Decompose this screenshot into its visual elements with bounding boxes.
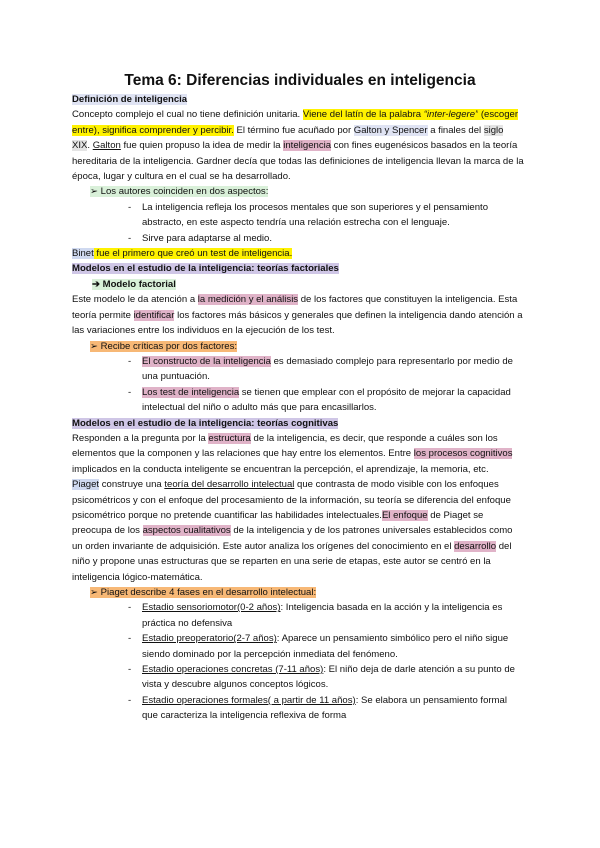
highlight-blue: Piaget (72, 479, 100, 491)
document-body (72, 92, 524, 724)
heading-text: Definición de inteligencia (72, 94, 188, 105)
bullet-piaget-fases (90, 585, 524, 600)
section-heading-definicion (72, 92, 524, 107)
text-span: implicados en la conducta inteligente se encuentran la percepción, el aprendizaje, la memoria, etc. (72, 463, 489, 475)
stage-name: Estadio preoperatorio(2-7 años) (142, 633, 277, 645)
highlight-gray: siglo XIX (72, 124, 504, 152)
dash-marker: - (128, 694, 132, 706)
highlight-yellow: Viene del latín de la palabra (302, 109, 424, 121)
dash-marker: - (128, 664, 132, 676)
text-span: construye una (99, 479, 165, 491)
dash-marker: - (128, 386, 132, 398)
list-item (72, 200, 524, 231)
highlight-yellow: (escoger entre), significa comprender y percibir. (72, 109, 518, 136)
highlight-orange: ➢ Recibe críticas por dos factores: (90, 340, 238, 352)
dash-marker: - (128, 355, 132, 367)
text-span: Este modelo le da atención a (72, 294, 198, 306)
bullet-autores (90, 184, 524, 199)
stage-name: Estadio operaciones formales( a partir de 11 años) (142, 694, 356, 706)
underlined-text: teoría del desarrollo intelectual (164, 479, 295, 491)
highlight-yellow (424, 109, 478, 120)
document-title: Tema 6: Diferencias individuales en inteligencia (124, 72, 476, 89)
section-heading-cognitivas (72, 416, 524, 431)
highlight-blue: Binet (72, 248, 94, 260)
list-item (72, 693, 524, 724)
list-item (72, 662, 524, 693)
heading-text: Modelos en el estudio de la inteligencia: teorías factoriales (72, 263, 339, 275)
section-heading-factoriales (72, 261, 524, 276)
highlight-pink: El enfoque (381, 509, 428, 521)
text-span: a finales del (427, 124, 484, 136)
stage-desc: : Inteligencia basada en la acción y la inteligencia es práctica no defensiva (142, 602, 503, 629)
highlight-green: ➔ Modelo factorial (92, 278, 176, 290)
text-span: que contrasta de modo visible con los enfoques psicométricos y con el enfoque del procesamiento de la información, su teoría se diferencia del enfoque psicométrico porque no pretende cuantificar las habilidades intelectuales. (72, 479, 511, 521)
paragraph-cognitivas (72, 431, 524, 477)
text-span: de los factores que constituyen la inteligencia. Esta teoría permite (72, 294, 518, 321)
bullet-criticas (90, 339, 524, 354)
highlight-pink: identificar (133, 309, 175, 321)
italic-term: “inter-legere” (423, 109, 479, 121)
text-span: con fines eugenésicos basados en la teoría hereditaria de la inteligencia. Gardner decía que todas las definiciones de inteligencia llevan la marca de la época, lugar y cultura en el cual se ha desarrollado. (72, 140, 524, 183)
paragraph-factorial (72, 292, 524, 338)
highlight-pink: aspectos cualitativos (142, 525, 231, 537)
list-item-text: Sirve para adaptarse al medio. (142, 232, 273, 244)
subheading-modelo-factorial (92, 277, 524, 292)
paragraph-binet (72, 246, 524, 261)
text-span: Concepto complejo el cual no tiene definición unitaria. (72, 109, 303, 121)
underlined-text: Galton (92, 140, 121, 152)
stage-desc: : Se elabora un pensamiento formal que caracteriza la inteligencia reflexiva de forma (142, 694, 507, 722)
highlight-pink: Los test de inteligencia (142, 386, 240, 398)
list-item (72, 231, 524, 246)
text-span: de la inteligencia, es decir, que responde a cuáles son los elementos que la componen y las relaciones que hay entre los elementos. Entre (72, 432, 498, 460)
list-item (72, 631, 524, 662)
list-item-text: es demasiado complejo para representarlo por medio de una puntuación. (142, 355, 513, 383)
list-item (72, 354, 524, 385)
dash-marker: - (128, 602, 132, 614)
highlight-pink: estructura (208, 432, 251, 444)
stage-name: Estadio sensoriomotor(0-2 años) (142, 602, 281, 614)
paragraph-definicion (72, 107, 524, 184)
list-item-text: se tienen que emplear con el propósito de mejorar la capacidad intelectual del niño o adulto más que para encasillarlos. (142, 386, 511, 414)
heading-text: Modelos en el estudio de la inteligencia: teorías cognitivas (72, 417, 339, 429)
text-span: . (87, 140, 93, 152)
text-span: de la inteligencia y de los patrones universales establecidos como un orden invariante de adquisición. Este autor analiza los orígenes del conocimiento en el (72, 525, 513, 552)
stage-desc: : El niño deja de darle atención a su punto de vista y descubre algunos conceptos lógicos. (142, 664, 515, 691)
highlight-orange: ➢ Piaget describe 4 fases en el desarrollo intelectual: (90, 587, 317, 598)
highlight-yellow: fue el primero que creó un test de inteligencia. (93, 248, 293, 260)
text-span: los factores más básicos y generales que definen la inteligencia dando atención a las variaciones entre los individuos en la ejecución de los test. (72, 309, 523, 337)
stage-desc: : Aparece un pensamiento simbólico pero el niño sigue siendo dominado por la percepción inmediata del fenómeno. (142, 633, 509, 660)
text-span: del niño y propone unas estructuras que se reparten en una serie de etapas, este autor se centró en la inteligencia lógico-matemática. (72, 540, 512, 583)
highlight-blue: Galton y Spencer (353, 124, 428, 136)
text-span: de Piaget se preocupa de los (72, 509, 484, 537)
text-span: fue quien propuso la idea de medir la (120, 140, 284, 152)
highlight-pink: los procesos cognitivos (413, 448, 513, 460)
list-item (72, 385, 524, 416)
highlight-pink: El constructo de la inteligencia (142, 355, 271, 367)
text-span: Responden a la pregunta por la (72, 432, 209, 444)
stage-name: Estadio operaciones concretas (7-11 años) (142, 664, 324, 676)
text-span: El término fue acuñado por (233, 124, 354, 136)
highlight-pink: inteligencia (283, 140, 332, 152)
dash-marker: - (128, 201, 132, 213)
highlight-green: ➢ Los autores coinciden en dos aspectos: (90, 186, 269, 198)
list-item (72, 600, 524, 631)
list-item-text: La inteligencia refleja los procesos mentales que son superiores y el pensamiento abstracto, en este aspecto tendría una relación estrecha con el lenguaje. (142, 201, 489, 229)
highlight-pink: la medición y el análisis (197, 294, 299, 306)
dash-marker: - (128, 633, 132, 645)
highlight-pink: desarrollo (454, 540, 497, 552)
paragraph-piaget (72, 477, 524, 585)
dash-marker: - (128, 232, 132, 244)
